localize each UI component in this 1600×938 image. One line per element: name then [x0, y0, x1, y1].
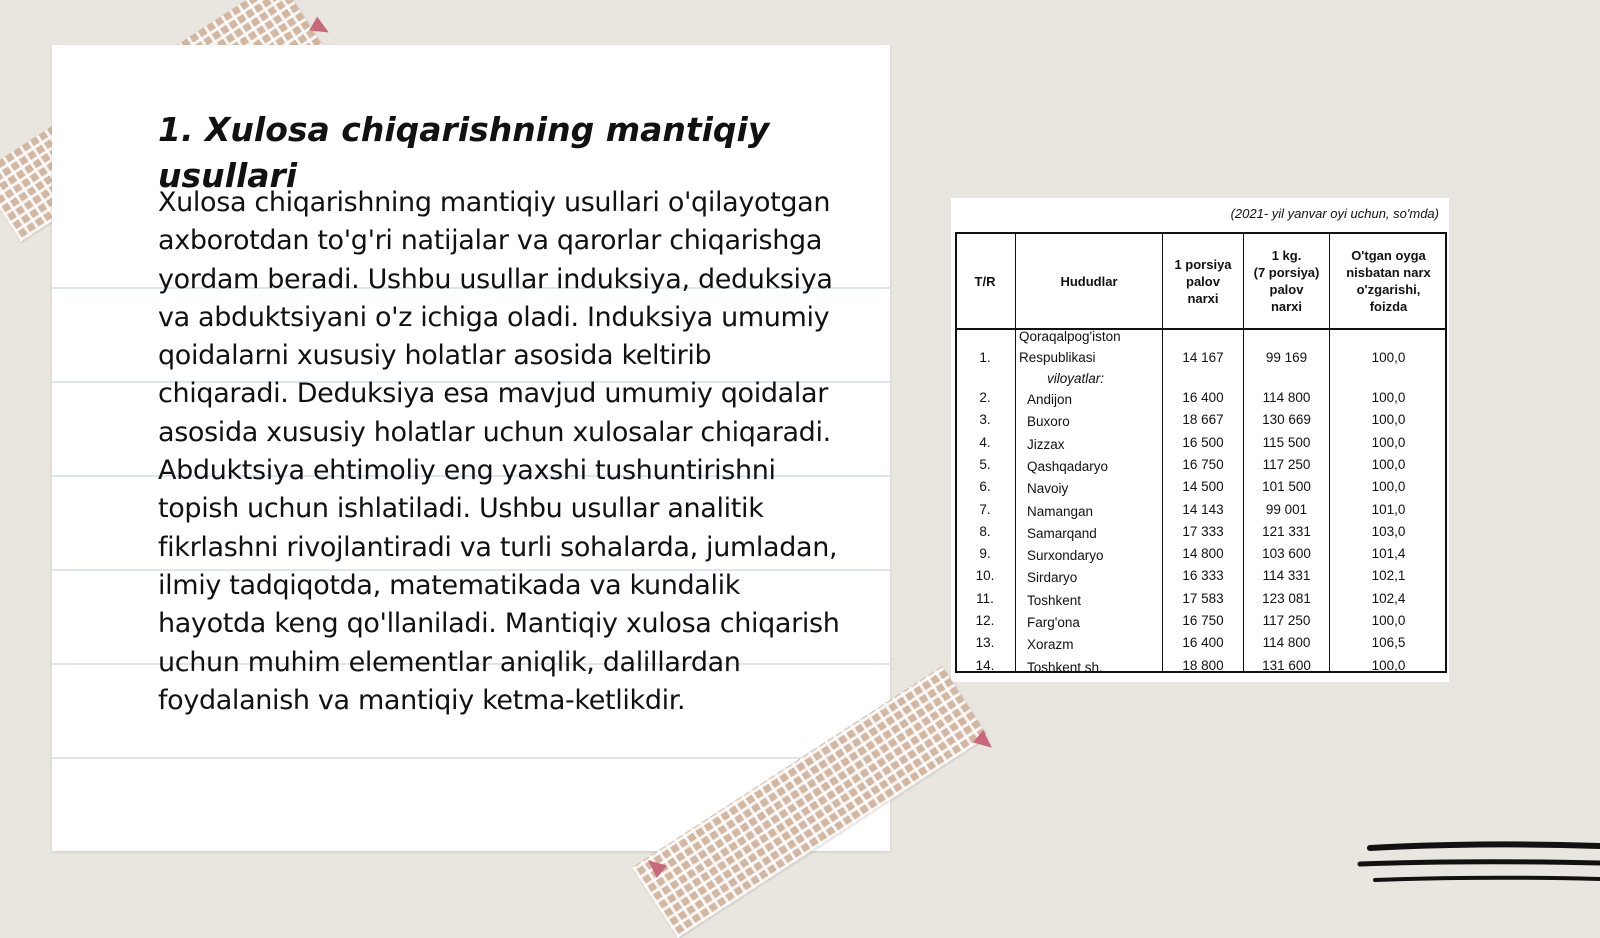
- subheading-viloyatlar: viloyatlar:: [1047, 371, 1105, 386]
- change-percent-cell: 100,0: [1371, 613, 1406, 628]
- row-number-cell: 3.: [979, 412, 991, 427]
- portion-price-cell: 16 750: [1182, 457, 1224, 472]
- note-paper: [52, 45, 890, 851]
- change-percent-cell: 101,0: [1371, 502, 1406, 517]
- row-number-cell: 13.: [975, 635, 995, 650]
- portion-price-cell: 16 750: [1182, 613, 1224, 628]
- region-cell: Sirdaryo: [1027, 570, 1078, 585]
- region-cell: Toshkent sh.: [1027, 660, 1103, 675]
- change-percent-cell: 100,0: [1371, 350, 1406, 365]
- header-tr: T/R: [974, 273, 996, 289]
- change-percent-cell: 102,1: [1371, 568, 1406, 583]
- row-number-cell: 14.: [975, 658, 995, 673]
- kg-price-cell: 117 250: [1262, 613, 1311, 628]
- region-cell: Samarqand: [1027, 526, 1097, 541]
- decorative-stroke-lines: [1340, 830, 1600, 900]
- portion-price-cell: 17 583: [1182, 591, 1224, 606]
- region-cell: Andijon: [1027, 392, 1073, 407]
- slide-title: 1. Xulosa chiqarishning mantiqiy usullari: [158, 110, 770, 195]
- portion-price-cell: 14 143: [1182, 502, 1224, 517]
- change-percent-cell: 106,5: [1371, 635, 1406, 650]
- change-percent-cell: 101,4: [1371, 546, 1406, 561]
- row-number-cell: 6.: [979, 479, 991, 494]
- kg-price-cell: 123 081: [1262, 591, 1311, 606]
- row-number-cell: 10.: [975, 568, 995, 583]
- region-cell-line2: Respublikasi: [1019, 350, 1096, 365]
- kg-price-cell: 117 250: [1262, 457, 1311, 472]
- kg-price-cell: 114 800: [1262, 390, 1311, 405]
- portion-price-cell: 16 400: [1182, 390, 1224, 405]
- portion-price-cell: 16 400: [1182, 635, 1224, 650]
- row-number-cell: 12.: [975, 613, 995, 628]
- portion-price-cell: 14 167: [1182, 350, 1224, 365]
- table-caption: (2021- yil yanvar oyi uchun, so'mda): [1230, 206, 1439, 221]
- kg-price-cell: 101 500: [1262, 479, 1311, 494]
- region-cell: Jizzax: [1027, 437, 1065, 452]
- portion-price-cell: 16 500: [1182, 435, 1224, 450]
- header-region: Hududlar: [1060, 273, 1118, 289]
- row-number-cell: 5.: [979, 457, 991, 472]
- portion-price-cell: 18 667: [1182, 412, 1224, 427]
- portion-price-cell: 16 333: [1182, 568, 1224, 583]
- kg-price-cell: 114 331: [1262, 568, 1311, 583]
- ruled-line: [52, 757, 890, 759]
- change-percent-cell: 103,0: [1371, 524, 1406, 539]
- kg-price-cell: 99 169: [1265, 350, 1308, 365]
- kg-price-cell: 103 600: [1262, 546, 1311, 561]
- header-kg-price: 1 kg. (7 porsiya) palov narxi: [1253, 248, 1320, 314]
- change-percent-cell: 100,0: [1371, 390, 1406, 405]
- region-cell: Farg'ona: [1027, 615, 1080, 630]
- region-cell: Namangan: [1027, 504, 1094, 519]
- change-percent-cell: 100,0: [1371, 435, 1406, 450]
- region-cell: Xorazm: [1027, 637, 1074, 652]
- kg-price-cell: 130 669: [1262, 412, 1311, 427]
- change-percent-cell: 102,4: [1371, 591, 1406, 606]
- region-cell: Qashqadaryo: [1027, 459, 1109, 474]
- region-cell-line1: Qoraqalpog'iston: [1019, 329, 1121, 344]
- row-number-cell: 8.: [979, 524, 991, 539]
- row-number-cell: 9.: [979, 546, 991, 561]
- change-percent-cell: 100,0: [1371, 658, 1406, 673]
- row-number-cell: 11.: [976, 591, 994, 606]
- portion-price-cell: 18 800: [1182, 658, 1224, 673]
- region-cell: Surxondaryo: [1027, 548, 1104, 563]
- change-percent-cell: 100,0: [1371, 457, 1406, 472]
- kg-price-cell: 121 331: [1262, 524, 1311, 539]
- kg-price-cell: 115 500: [1262, 435, 1311, 450]
- change-percent-cell: 100,0: [1371, 479, 1406, 494]
- row-number-cell: 1.: [979, 350, 991, 365]
- row-number-cell: 4.: [979, 435, 991, 450]
- portion-price-cell: 14 500: [1182, 479, 1224, 494]
- price-table: [951, 198, 1449, 682]
- change-percent-cell: 100,0: [1371, 412, 1406, 427]
- kg-price-cell: 99 001: [1265, 502, 1308, 517]
- kg-price-cell: 131 600: [1262, 658, 1311, 673]
- portion-price-cell: 14 800: [1182, 546, 1224, 561]
- slide-body-text: Xulosa chiqarishning mantiqiy usullari o'qilayotgan axborotdan to'g'ri natijalar va qarorlar chiqarishga yordam beradi. Ushbu usullar induksiya, deduksiya va abduktsiyani o'z ichiga oladi. Induksiya umumiy qoidalarni xususiy holatlar asosida keltirib chiqaradi. Deduksiya esa mavjud umumiy qoidalar asosida xususiy holatlar uchun xulosalar chiqaradi. Abduktsiya ehtimoliy eng yaxshi tushuntirishni topish uchun ishlatiladi. Ushbu usullar analitik fikrlashni rivojlantiradi va turli sohalarda, jumladan, ilmiy tadqiqotda, matematikada va kundalik hayotda keng qo'llaniladi. Mantiqiy xulosa chiqarish uchun muhim elementlar aniqlik, dalillardan foydalanish va mantiqiy ketma-ketlikdir.: [158, 187, 840, 716]
- header-portion-price: 1 porsiya palov narxi: [1174, 256, 1232, 306]
- header-change-percent: O'tgan oyga nisbatan narx o'zgarishi, foizda: [1346, 248, 1431, 314]
- region-cell: Toshkent: [1027, 593, 1082, 608]
- row-number-cell: 2.: [979, 390, 991, 405]
- region-cell: Navoiy: [1027, 481, 1069, 496]
- row-number-cell: 7.: [979, 502, 991, 517]
- kg-price-cell: 114 800: [1262, 635, 1311, 650]
- region-cell: Buxoro: [1027, 414, 1070, 429]
- portion-price-cell: 17 333: [1182, 524, 1224, 539]
